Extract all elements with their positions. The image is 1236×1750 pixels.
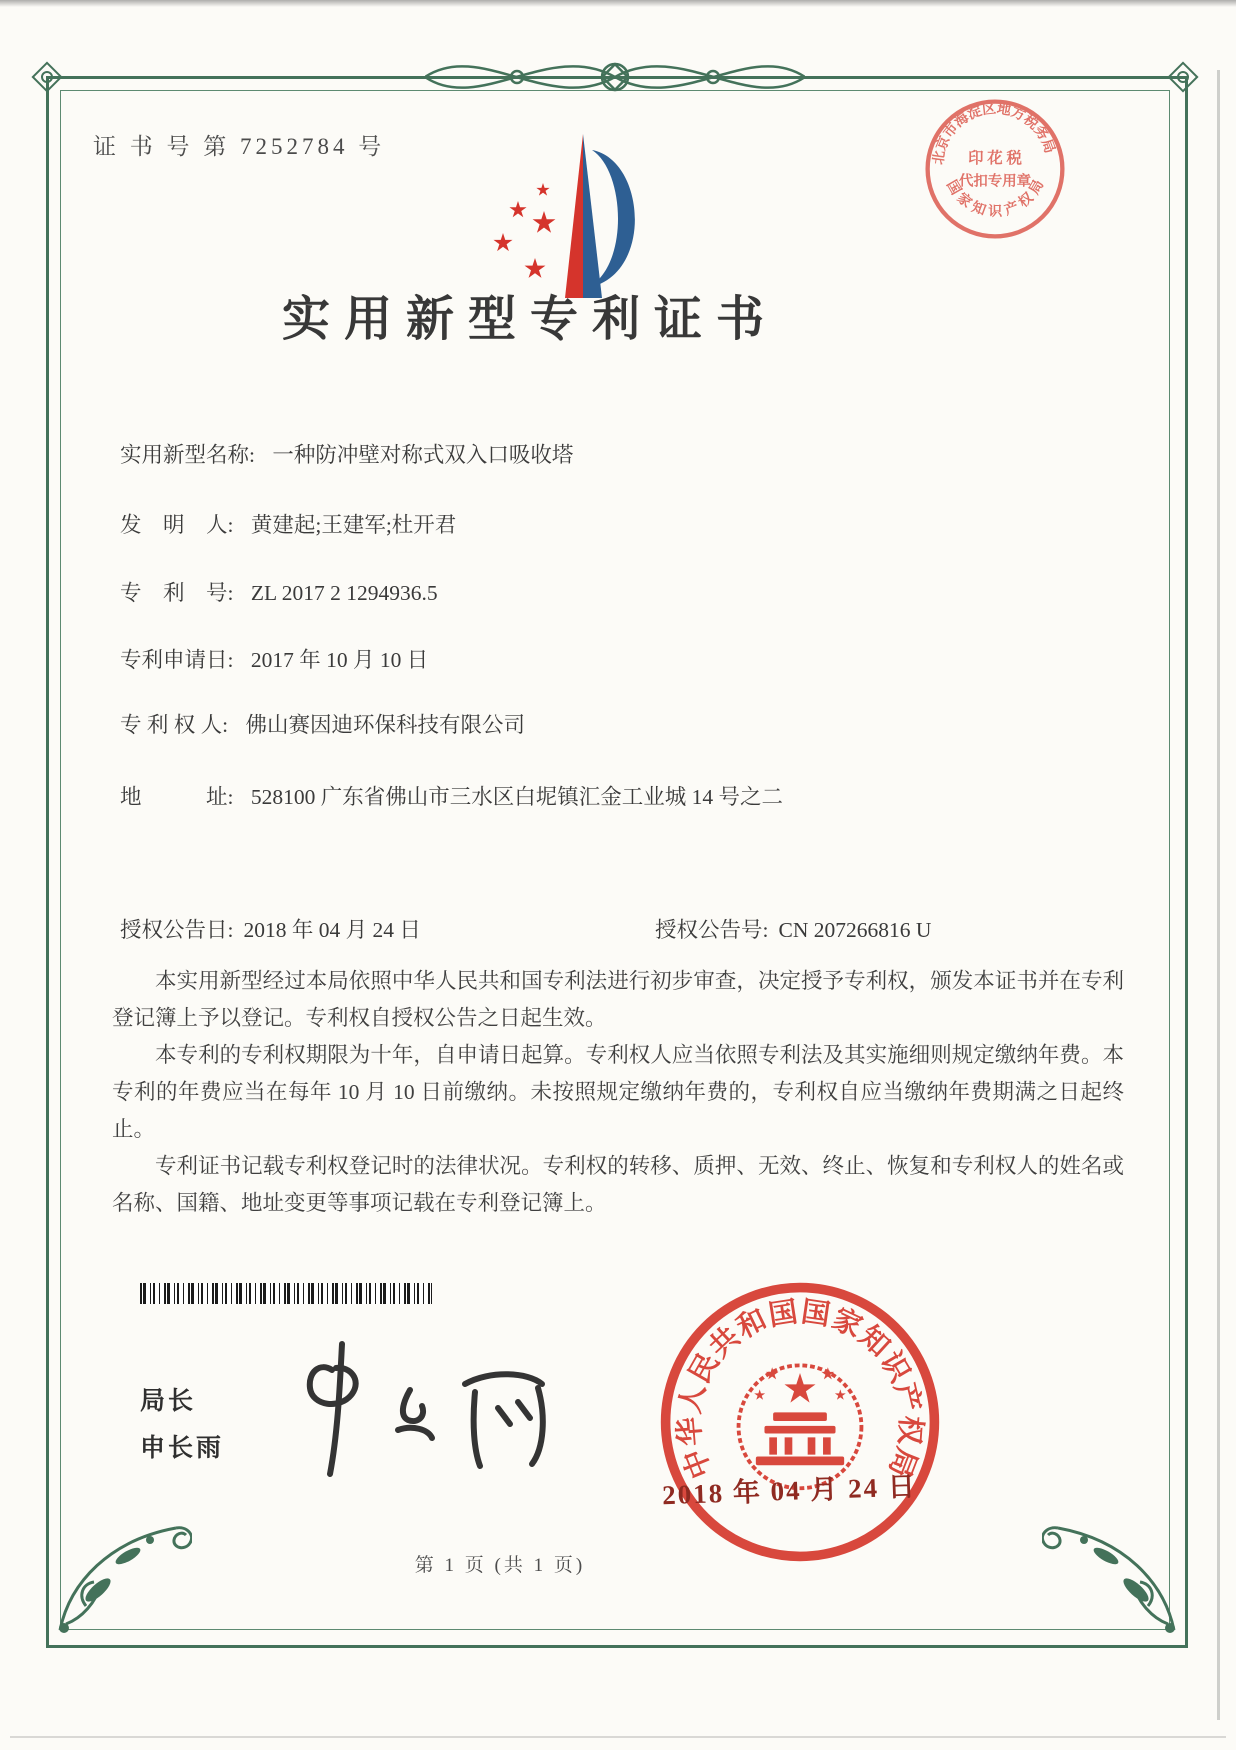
seal-ring-text: 中华人民共和国国家知识产权局 [673, 1296, 927, 1483]
legal-text [112, 963, 1124, 1222]
seal-date: 2018 年 04 月 24 日 [661, 1471, 918, 1511]
cnipa-logo-icon [468, 130, 668, 302]
certificate-number: 证 书 号 第 7252784 号 [93, 134, 386, 159]
stamp-ring-top-text: 北京市海淀区地方税务局 [931, 101, 1057, 166]
page-number: 第 1 页 (共 1 页) [414, 1555, 586, 1576]
grant-number [655, 913, 931, 944]
field-label: 发 明 人: [120, 513, 234, 537]
field-value: 2017 年 10 月 10 日 [250, 648, 429, 672]
grant-number-value: CN 207266816 U [778, 918, 932, 942]
field-row-patent-number [120, 576, 438, 607]
certificate-title: 实用新型专利证书 [281, 293, 778, 346]
field-value: 一种防冲壁对称式双入口吸收塔 [272, 443, 574, 467]
field-label: 专 利 号: [120, 581, 234, 605]
top-border-ornament [425, 32, 805, 122]
grant-date-value: 2018 年 04 月 24 日 [243, 918, 421, 942]
field-value: ZL 2017 2 1294936.5 [250, 581, 438, 605]
barcode [140, 1283, 432, 1304]
national-ip-office-seal-icon [656, 1278, 944, 1566]
grant-date [120, 918, 421, 942]
stamp-center-line1: 印 花 税 [968, 150, 1022, 168]
field-row-patentee [120, 708, 525, 739]
legal-paragraph-2: 本专利的专利权期限为十年，自申请日起算。专利权人应当依照专利法及其实施细则规定缴纳年费。本专利的年费应当在每年 10 月 10 日前缴纳。未按照规定缴纳年费的，专利权自应当缴纳年费期满之日起终止。 [112, 1043, 1124, 1141]
scan-edge-top [0, 0, 1236, 7]
director-signature [280, 1332, 580, 1482]
field-value: 黄建起;王建军;杜开君 [250, 513, 457, 537]
field-label: 专利申请日: [120, 648, 234, 672]
stamp-center-line2: 代扣专用章 [958, 173, 1032, 190]
field-value: 佛山赛因迪环保科技有限公司 [245, 713, 525, 737]
corner-flourish-bottom-right [1042, 1498, 1182, 1638]
legal-paragraph-1: 本实用新型经过本局依照中华人民共和国专利法进行初步审查，决定授予专利权，颁发本证书并在专利登记簿上予以登记。专利权自授权公告之日起生效。 [112, 969, 1124, 1030]
tax-stamp-icon [918, 92, 1072, 246]
grant-number-label: 授权公告号: [655, 918, 769, 942]
field-row-address [120, 780, 783, 811]
field-value: 528100 广东省佛山市三水区白坭镇汇金工业城 14 号之二 [250, 785, 783, 809]
field-row-filing-date [120, 643, 428, 674]
field-row-utility-model-name [120, 438, 573, 469]
director-title: 局长 [140, 1388, 197, 1415]
stamp-ring-bottom-text: 国家知识产权局 [942, 177, 1048, 220]
director-name: 申长雨 [140, 1435, 225, 1462]
grant-date-label: 授权公告日: [120, 918, 234, 942]
corner-knot-top-right [1165, 59, 1201, 95]
scan-edge-right [1217, 70, 1220, 1720]
corner-knot-top-left [29, 59, 65, 95]
field-label: 实用新型名称: [120, 443, 255, 467]
field-label: 专 利 权 人: [120, 713, 229, 737]
legal-paragraph-3: 专利证书记载专利权登记时的法律状况。专利权的转移、质押、无效、终止、恢复和专利权人的姓名或名称、国籍、地址变更等事项记载在专利登记簿上。 [112, 1154, 1124, 1215]
scan-edge-bottom [10, 1736, 1226, 1738]
field-label: 地 址: [120, 785, 234, 809]
grant-announcement-row [120, 913, 1130, 944]
field-row-inventors [120, 508, 456, 539]
